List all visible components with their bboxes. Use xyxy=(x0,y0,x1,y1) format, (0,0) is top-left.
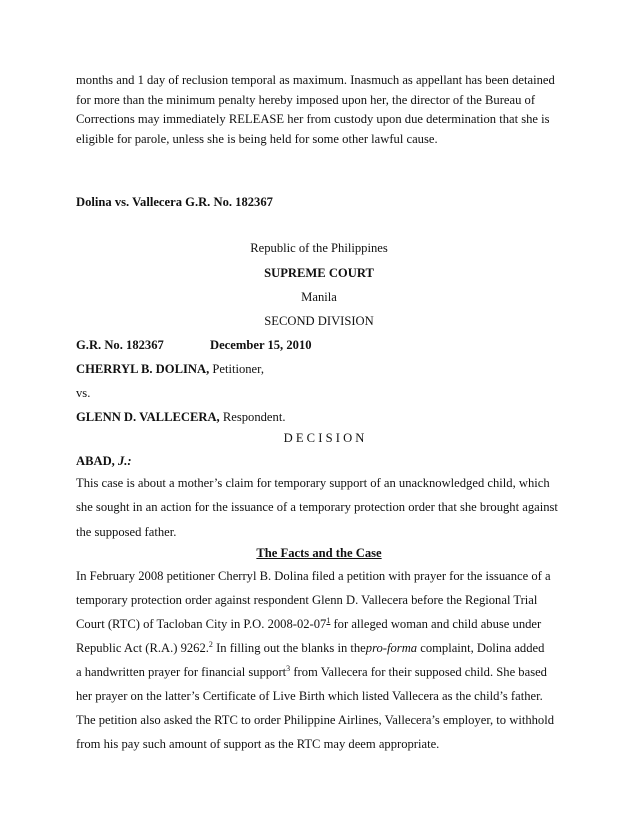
decision-title: D E C I S I O N xyxy=(283,431,365,445)
footnote-ref[interactable]: 3 xyxy=(286,664,291,673)
versus-line: vs. xyxy=(76,386,91,400)
paragraph-line: she sought in an action for the issuance of a temporary protection order that she brought against xyxy=(76,500,558,514)
respondent-line: GLENN D. VALLECERA, Respondent. xyxy=(76,410,286,424)
paragraph-line: Republic Act (R.A.) 9262.$^2$ In filling out the blanks in thepro-forma complaint, Dolina added xyxy=(76,640,545,655)
court-name: SUPREME COURT xyxy=(264,266,374,280)
republic-line: Republic of the Philippines xyxy=(250,241,388,255)
paragraph-line: Corrections may immediately RELEASE her from custody upon due determination that she is xyxy=(76,112,550,126)
paragraph-line: eligible for parole, unless she is being held for some other lawful cause. xyxy=(76,132,438,146)
decision-date: December 15, 2010 xyxy=(210,338,312,352)
court-city: Manila xyxy=(301,290,337,304)
paragraph-line: for more than the minimum penalty hereby imposed upon her, the director of the Bureau of xyxy=(76,93,536,107)
paragraph-line: In February 2008 petitioner Cherryl B. Dolina filed a petition with prayer for the issuance of a xyxy=(76,569,551,583)
gr-number: G.R. No. 182367 xyxy=(76,338,164,352)
footnote-ref[interactable]: 1 xyxy=(326,616,331,625)
paragraph-line: The petition also asked the RTC to order Philippine Airlines, Vallecera’s employer, to withhold xyxy=(76,713,555,727)
paragraph-line: temporary protection order against respondent Glenn D. Vallecera before the Regional Trial xyxy=(76,593,538,607)
section-heading: The Facts and the Case xyxy=(256,546,382,560)
paragraph-line: This case is about a mother’s claim for temporary support of an unacknowledged child, which xyxy=(76,476,550,490)
footnote-ref[interactable]: 2 xyxy=(208,640,213,649)
paragraph-line: months and 1 day of reclusion temporal as maximum. Inasmuch as appellant has been detained xyxy=(76,73,555,87)
paragraph-line: her prayer on the latter’s Certificate of Live Birth which listed Vallecera as the child’s father. xyxy=(76,689,543,703)
paragraph-line: the supposed father. xyxy=(76,525,177,539)
ponente: ABAD, J.: xyxy=(76,454,132,468)
paragraph-line: a handwritten prayer for financial support$^3$ from Vallecera for their supposed child. She based xyxy=(76,664,547,679)
case-heading: Dolina vs. Vallecera G.R. No. 182367 xyxy=(76,195,273,209)
paragraph-line: Court (RTC) of Tacloban City in P.O. $2008-02-07^1$ for alleged woman and child abuse under xyxy=(76,616,542,631)
paragraph-line: from his pay such amount of support as the RTC may deem appropriate. xyxy=(76,737,440,751)
court-division: SECOND DIVISION xyxy=(264,314,374,328)
petitioner-line: CHERRYL B. DOLINA, Petitioner, xyxy=(76,362,264,376)
